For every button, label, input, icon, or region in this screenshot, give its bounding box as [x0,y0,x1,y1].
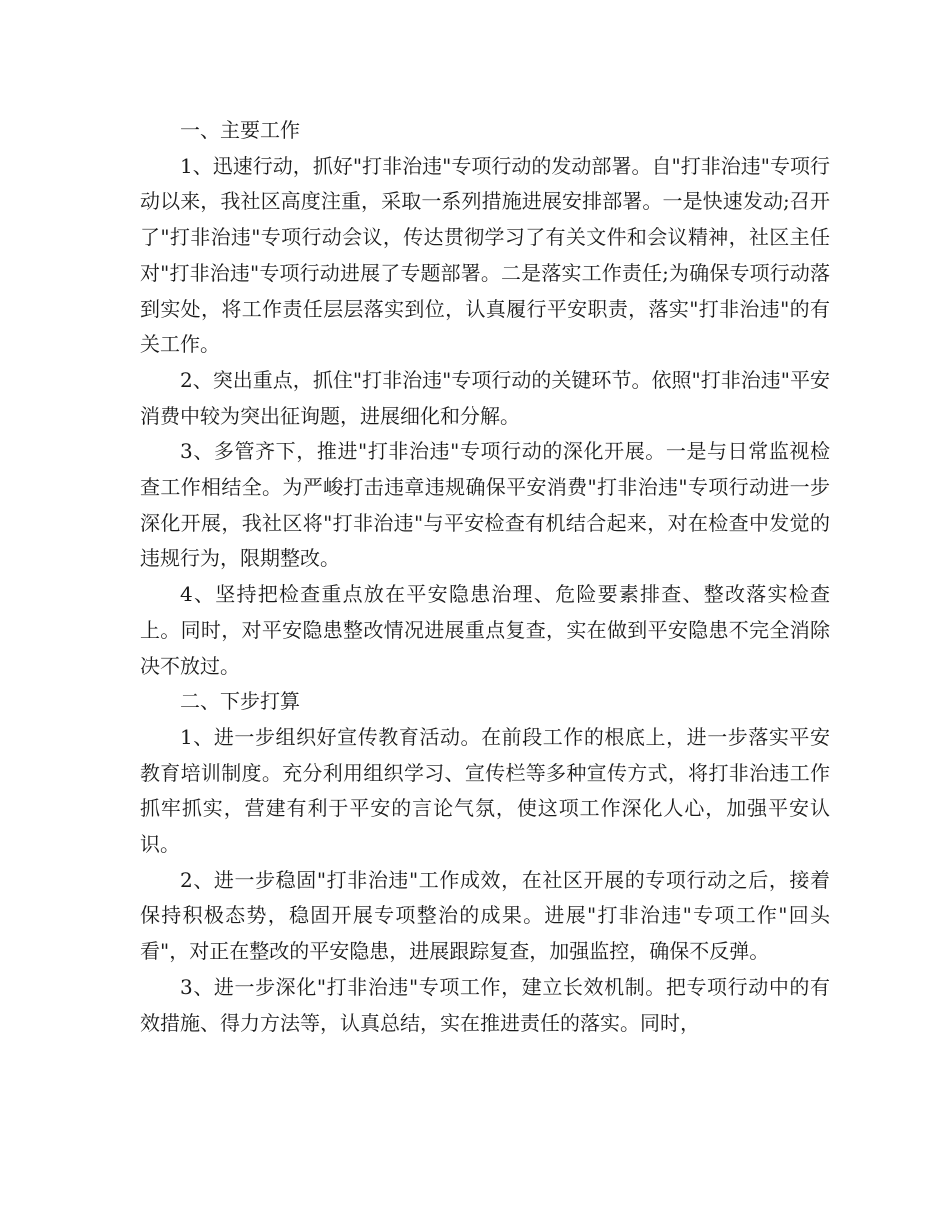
section-heading-main-work: 一、主要工作 [180,118,300,142]
section-heading-next-plan: 二、下步打算 [180,689,300,714]
paragraph: 2、进一步稳固"打非治违"工作成效，在社区开展的专项行动之后，接着保持积极态势，稳固开展专项整治的成果。进展"打非治违"专项工作"回头看"，对正在整改的平安隐患，进展跟踪复查，加强监控，确保不反弹。 [140,867,830,964]
paragraph: 3、多管齐下，推进"打非治违"专项行动的深化开展。一是与日常监视检查工作相结全。为严峻打击违章违规确保平安消费"打非治违"专项行动进一步深化开展，我社区将"打非治违"与平安检查有机结合起来，对在检查中发觉的违规行为，限期整改。 [140,439,830,571]
paragraph: 2、突出重点，抓住"打非治违"专项行动的关键环节。依照"打非治违"平安消费中较为突出征询题，进展细化和分解。 [140,367,830,428]
paragraph: 4、坚持把检查重点放在平安隐患治理、危险要素排查、整改落实检查上。同时，对平安隐患整改情况进展重点复查，实在做到平安隐患不完全消除决不放过。 [140,582,830,678]
paragraph: 1、迅速行动，抓好"打非治违"专项行动的发动部署。自"打非治违"专项行动以来，我社区高度注重，采取一系列措施进展安排部署。一是快速发动;召开了"打非治违"专项行动会议，传达贯彻学习了有关文件和会议精神，社区主任对"打非治违"专项行动进展了专题部署。二是落实工作责任;为确保专项行动落到实处，将工作责任层层落实到位，认真履行平安职责，落实"打非治违"的有关工作。 [140,153,830,357]
paragraph: 3、进一步深化"打非治违"专项工作，建立长效机制。把专项行动中的有效措施、得力方法等，认真总结，实在推进责任的落实。同时， [140,974,830,1035]
paragraph: 1、进一步组织好宣传教育活动。在前段工作的根底上，进一步落实平安教育培训制度。充分利用组织学习、宣传栏等多种宣传方式，将打非治违工作抓牢抓实，营建有利于平安的言论气氛，使这项工作深化人心，加强平安认识。 [140,724,830,857]
document-body [140,113,830,1041]
